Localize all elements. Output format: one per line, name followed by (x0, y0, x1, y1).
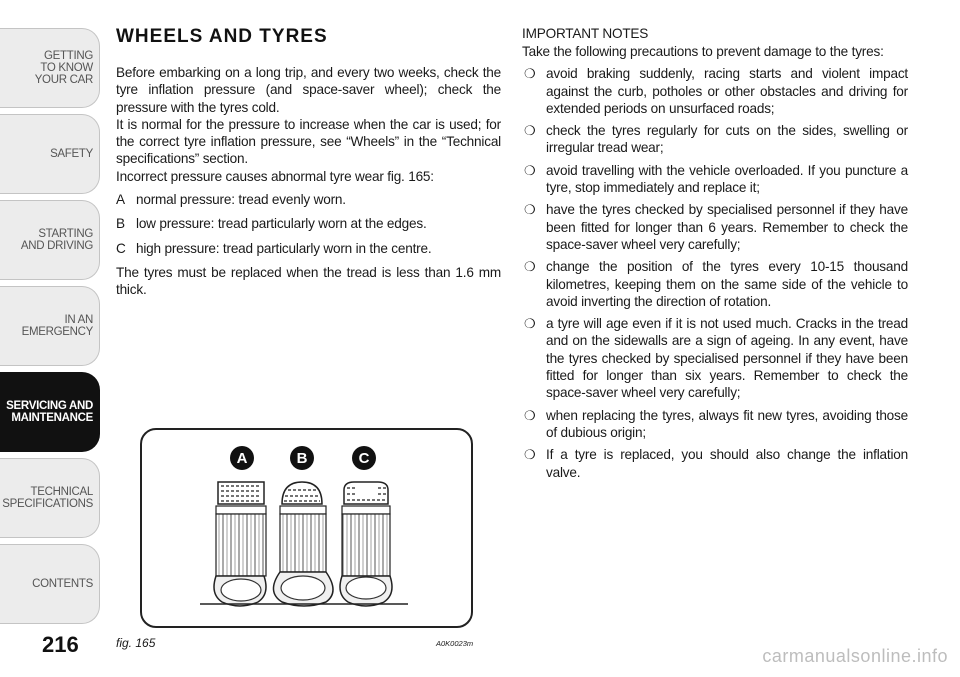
list-item: ❍ have the tyres checked by specialised personnel if they have been fitted for longer than 6 years. Remember to check the space-saver wheel very carefully; (524, 202, 908, 252)
tyre-wear-figure (140, 428, 473, 628)
bullet-circle-icon: ❍ (524, 447, 536, 463)
label-a (230, 446, 254, 470)
label-c (352, 446, 376, 470)
notes-title: IMPORTANT NOTES (522, 26, 649, 41)
list-item: ❍ check the tyres regularly for cuts on the sides, swelling or irregular tread wear; (524, 123, 908, 156)
list-item: A normal pressure: tread evenly worn. (116, 192, 346, 208)
bullet-circle-icon: ❍ (524, 202, 536, 218)
right-column (522, 26, 908, 486)
paragraph-tread-limit: The tyres must be replaced when the tread is less than 1.6 mm thick. (116, 264, 501, 298)
tyre-wear-illustration (142, 430, 471, 626)
paragraph-pressure-increase: It is normal for the pressure to increase when the car is used; for the correct tyre inflation pressure, see “Wheels” in the “Technical specifications” section. (116, 116, 501, 167)
tyre-a-graphic (214, 482, 266, 606)
tab-in-an-emergency[interactable]: IN AN EMERGENCY (0, 286, 100, 366)
list-item: ❍ a tyre will age even if it is not used much. Cracks in the tread and on the sidewalls are a sign of ageing. In any event, have the tyres checked by specialised personnel if they have been fitted for longer than six years. Remember to check the space-saver wheel very carefully; (524, 316, 908, 401)
list-item: ❍ change the position of the tyres every 10-15 thousand kilometres, keeping them on the same side of the vehicle to avoid inverting the direction of rotation. (524, 259, 908, 309)
list-item: B low pressure: tread particularly worn at the edges. (116, 216, 427, 232)
list-item: ❍ avoid travelling with the vehicle overloaded. If you puncture a tyre, stop immediately and replace it; (524, 162, 908, 196)
bullet-circle-icon: ❍ (524, 123, 536, 139)
list-item: ❍ If a tyre is replaced, you should also change the inflation valve. (524, 447, 908, 480)
list-item: C high pressure: tread particularly worn in the centre. (116, 240, 432, 256)
section-heading: WHEELS AND TYRES (116, 26, 328, 47)
tab-servicing-and-maintenance[interactable]: SERVICING AND MAINTENANCE (0, 372, 100, 452)
bullet-circle-icon: ❍ (524, 66, 536, 82)
tab-contents[interactable]: CONTENTS (0, 544, 100, 624)
page-number: 216 (42, 632, 79, 657)
left-column (116, 26, 501, 299)
tab-starting-and-driving[interactable]: STARTING AND DRIVING (0, 200, 100, 280)
label-b (290, 446, 314, 470)
svg-text:C: C (358, 450, 370, 467)
svg-text:A: A (236, 450, 248, 467)
chapter-sidebar (0, 0, 102, 677)
tab-getting-to-know-your-car[interactable]: GETTING TO KNOW YOUR CAR (0, 28, 100, 108)
paragraph-incorrect-pressure: Incorrect pressure causes abnormal tyre wear fig. 165: (116, 168, 434, 184)
list-item: ❍ avoid braking suddenly, racing starts and violent impact against the curb, potholes or other obstacles and driving for extended periods on unsurfaced roads; (524, 66, 908, 116)
tab-safety[interactable]: SAFETY (0, 114, 100, 194)
svg-text:B: B (296, 450, 308, 467)
bullet-circle-icon: ❍ (524, 407, 536, 423)
watermark: carmanualsonline.info (762, 646, 948, 666)
tyre-c-graphic (340, 482, 392, 606)
figure-caption: fig. 165 (116, 636, 156, 650)
tyre-b-graphic (273, 482, 333, 606)
precautions-list (522, 65, 908, 481)
bullet-circle-icon: ❍ (524, 316, 536, 332)
paragraph-check-pressure: Before embarking on a long trip, and every two weeks, check the tyre inflation pressure (and space-saver wheel); check the pressure with the tyres cold. (116, 65, 501, 115)
bullet-circle-icon: ❍ (524, 162, 536, 178)
list-item: ❍ when replacing the tyres, always fit new tyres, avoiding those of dubious origin; (524, 407, 908, 440)
figure-code: A0K0023m (436, 639, 474, 648)
bullet-circle-icon: ❍ (524, 259, 536, 275)
tab-technical-specifications[interactable]: TECHNICAL SPECIFICATIONS (0, 458, 100, 538)
notes-intro: Take the following precautions to prevent damage to the tyres: (522, 44, 884, 59)
wear-pattern-list (116, 191, 501, 257)
